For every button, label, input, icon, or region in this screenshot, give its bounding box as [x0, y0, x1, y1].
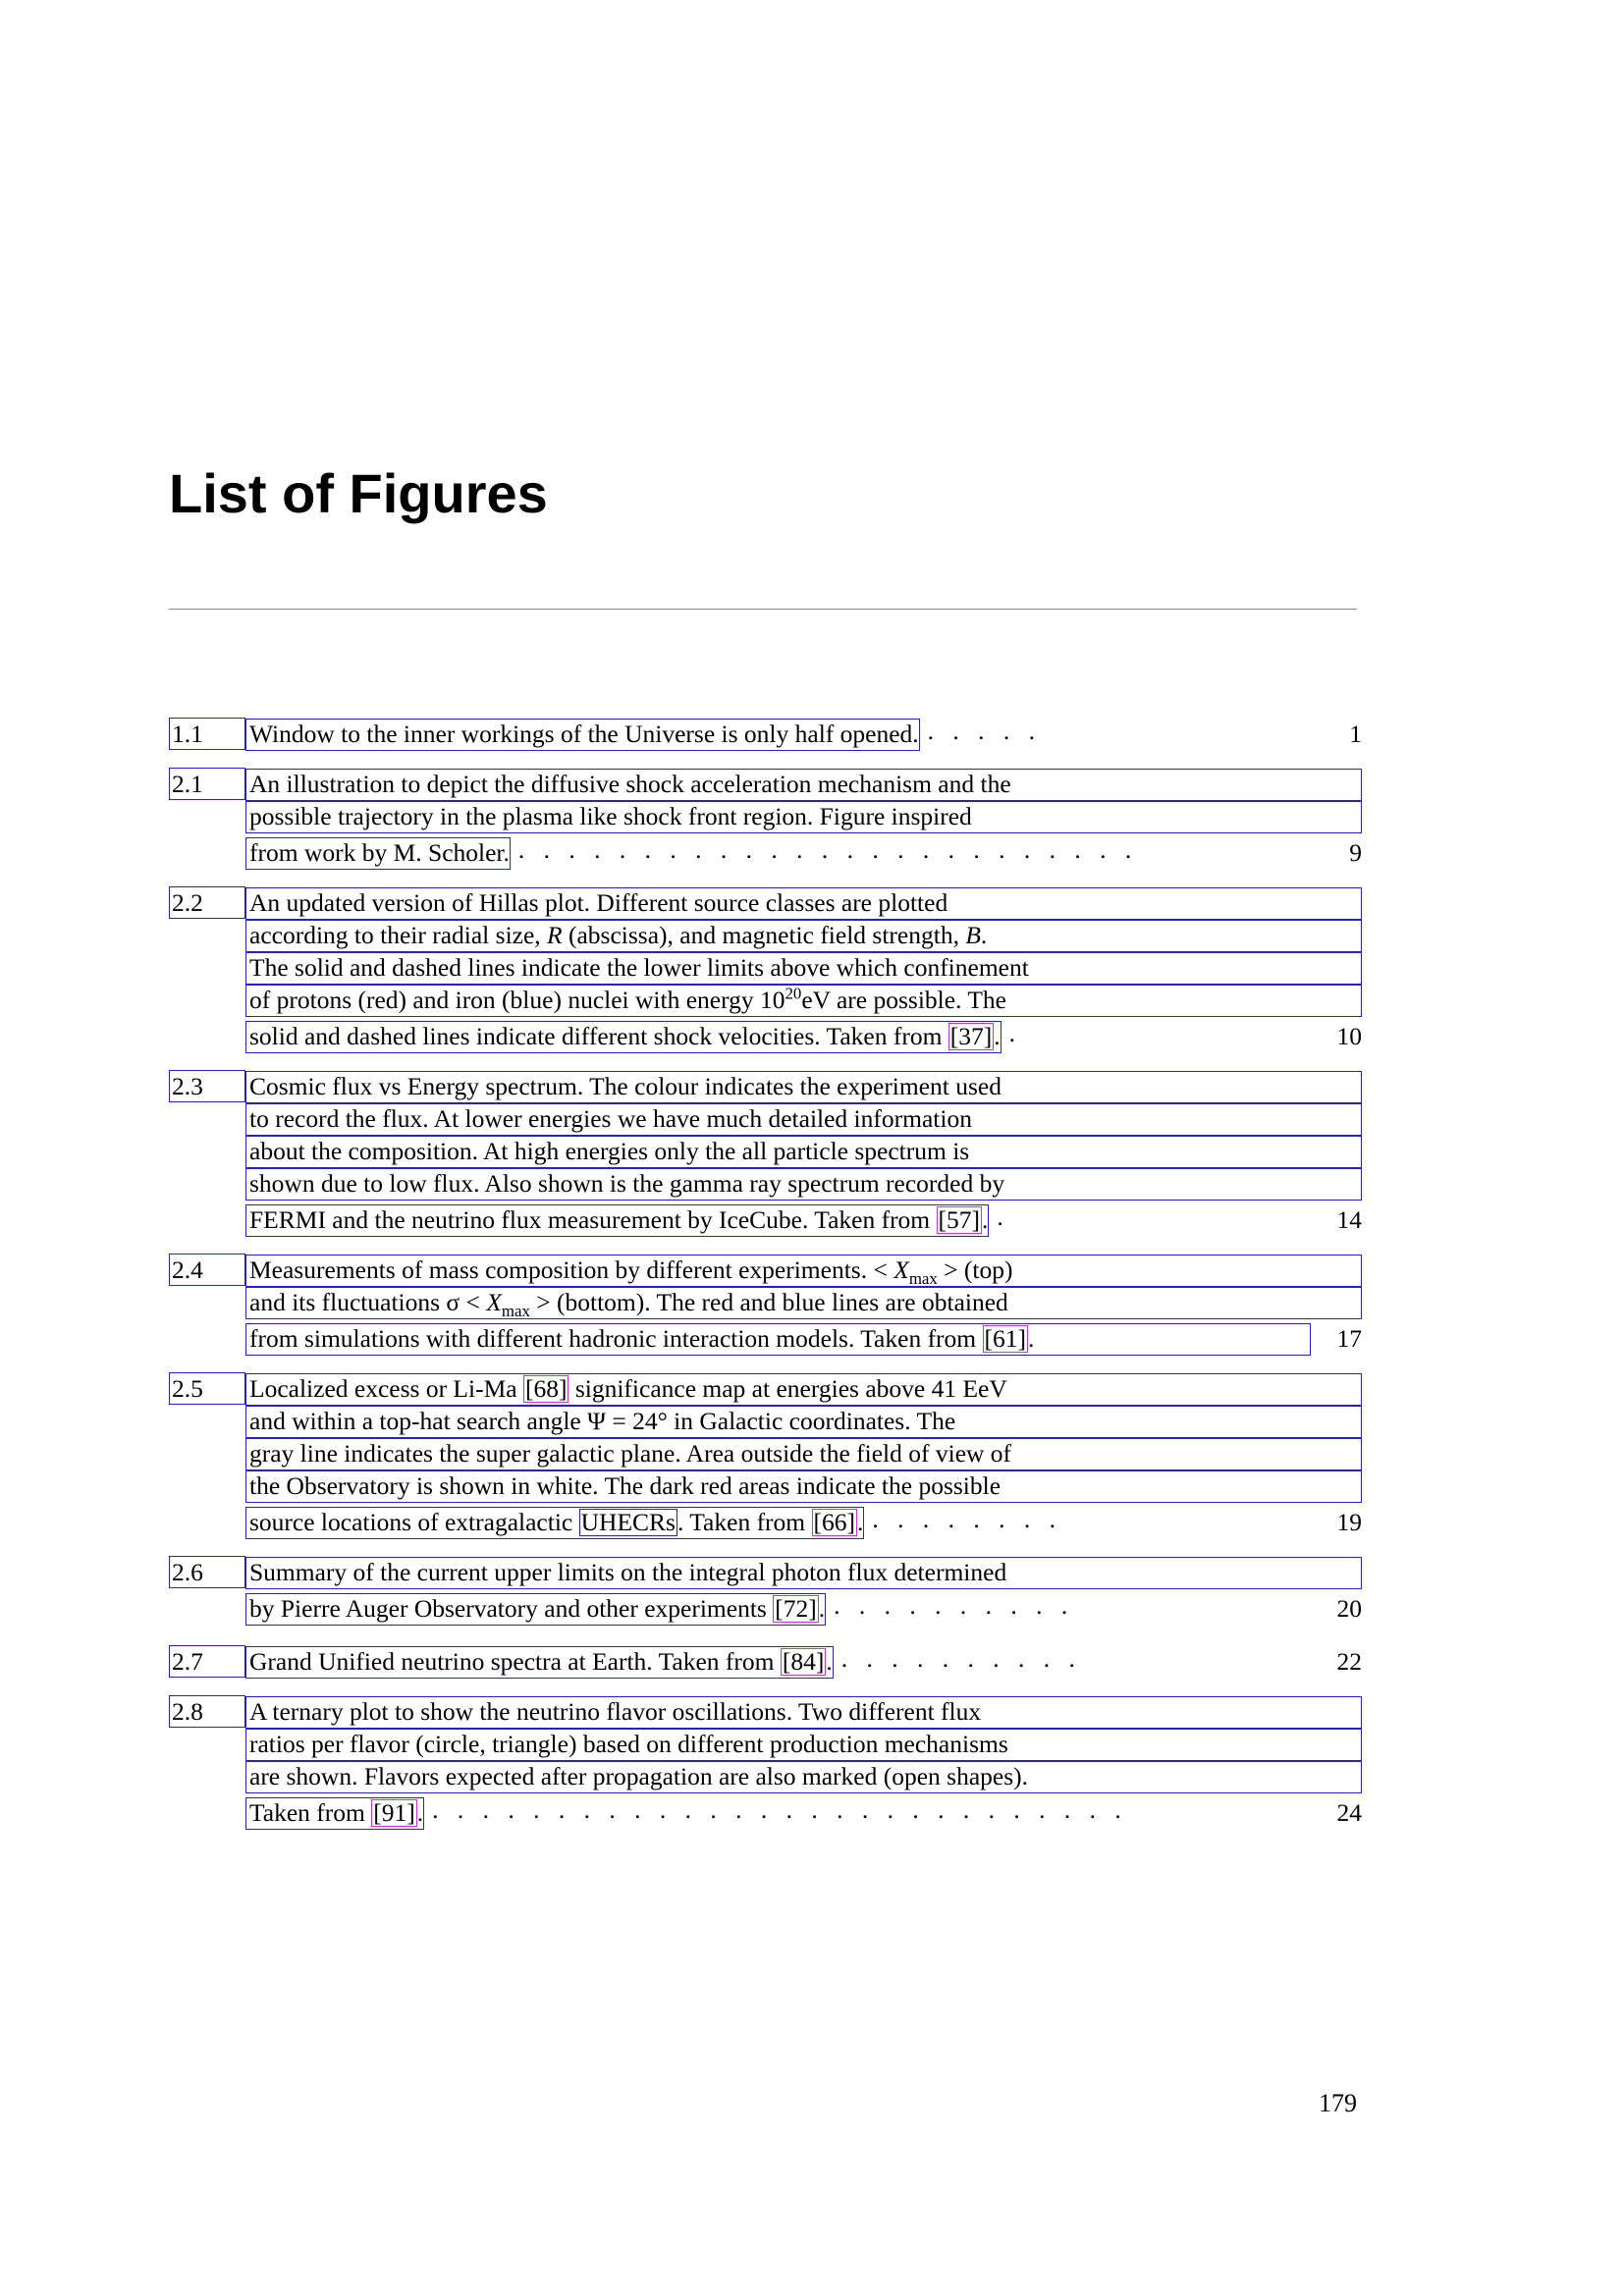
subscript-max: max — [501, 1302, 530, 1321]
page-number[interactable]: 1 — [1349, 720, 1362, 748]
subscript-max: max — [908, 1269, 938, 1289]
list-item[interactable] — [169, 1070, 1362, 1239]
list-item[interactable] — [169, 1254, 1362, 1358]
figure-caption-line[interactable]: An illustration to depict the diffusive shock acceleration mechanism and the — [245, 769, 1362, 801]
caption-text: . — [857, 1508, 864, 1536]
caption-text: . — [826, 1647, 833, 1676]
citation-link[interactable]: [91] — [373, 1798, 415, 1827]
list-item[interactable] — [169, 715, 1362, 753]
page-number[interactable]: 17 — [1336, 1324, 1362, 1353]
caption-text: eV are possible. The — [801, 986, 1006, 1014]
figure-caption-line[interactable]: gray line indicates the super galactic plane. Area outside the field of view of — [245, 1438, 1362, 1470]
figure-number: 1.1 — [169, 718, 245, 750]
figure-number: 2.3 — [169, 1070, 245, 1102]
page-number[interactable]: 22 — [1336, 1647, 1362, 1676]
dot-leader: . . . . . . . . — [872, 1505, 1062, 1533]
glossary-link-uhecrs[interactable]: UHECRs — [580, 1508, 676, 1536]
caption-text: FERMI and the neutrino flux measurement by IceCube. Taken from — [249, 1205, 937, 1234]
figure-caption-line[interactable] — [245, 1373, 1362, 1406]
dot-leader: . . . . . . . . . . . . . . . . . . . . . . . . . . . . — [432, 1795, 1128, 1824]
caption-text: solid and dashed lines indicate different shock velocities. Taken from — [249, 1022, 948, 1050]
caption-text: . — [982, 1205, 989, 1234]
list-item[interactable] — [169, 1642, 1362, 1681]
figure-caption-line[interactable]: An updated version of Hillas plot. Different source classes are plotted — [245, 887, 1362, 920]
citation-link[interactable]: [84] — [782, 1647, 825, 1676]
figure-caption-line[interactable] — [245, 1507, 864, 1539]
dot-leader: . — [1008, 1019, 1022, 1047]
dot-leader: . . . . . . . . . . — [840, 1644, 1082, 1673]
caption-text: Measurements of mass composition by different experiments. < — [249, 1255, 894, 1284]
figure-caption-line[interactable]: possible trajectory in the plasma like shock front region. Figure inspired — [245, 801, 1362, 833]
page-number[interactable]: 19 — [1336, 1508, 1362, 1536]
figure-number: 2.6 — [169, 1556, 245, 1588]
citation-link[interactable]: [57] — [938, 1205, 981, 1234]
figure-caption-line[interactable] — [245, 1204, 989, 1237]
exponent: 20 — [785, 984, 802, 1003]
page-number[interactable]: 10 — [1336, 1022, 1362, 1050]
figure-caption-line[interactable]: and within a top-hat search angle Ψ = 24° in Galactic coordinates. The — [245, 1406, 1362, 1438]
caption-text: significance map at energies above 41 EeV — [568, 1374, 1007, 1403]
list-item[interactable] — [169, 1556, 1362, 1628]
figure-caption-line[interactable] — [245, 1646, 834, 1679]
citation-link[interactable]: [72] — [775, 1594, 817, 1623]
title-divider — [169, 609, 1357, 610]
figure-caption-line[interactable] — [245, 1021, 1001, 1053]
caption-text: (abscissa), and magnetic field strength, — [562, 921, 966, 949]
caption-text: and its fluctuations σ < — [249, 1288, 487, 1316]
list-item[interactable] — [169, 886, 1362, 1055]
page-number[interactable]: 20 — [1336, 1594, 1362, 1623]
list-of-figures — [169, 715, 1362, 1846]
caption-text: . Taken from — [677, 1508, 812, 1536]
list-item[interactable] — [169, 768, 1362, 872]
figure-caption-line[interactable]: A ternary plot to show the neutrino flavor oscillations. Two different flux — [245, 1696, 1362, 1729]
list-item[interactable] — [169, 1372, 1362, 1541]
symbol-X: X — [893, 1255, 909, 1284]
figure-number: 2.1 — [169, 768, 245, 800]
page-number[interactable]: 9 — [1349, 838, 1362, 867]
figure-caption-line[interactable]: The solid and dashed lines indicate the lower limits above which confinement — [245, 952, 1362, 985]
figure-caption-line[interactable]: to record the flux. At lower energies we have much detailed information — [245, 1103, 1362, 1136]
caption-text: source locations of extragalactic — [249, 1508, 579, 1536]
figure-caption-line[interactable] — [245, 1593, 826, 1626]
figure-caption-line[interactable] — [245, 1323, 1311, 1356]
symbol-X: X — [486, 1288, 502, 1316]
dot-leader: . . . . . . . . . . . . . . . . . . . . . . . . . — [517, 835, 1138, 864]
caption-text: Taken from — [249, 1798, 372, 1827]
figure-caption-line[interactable] — [245, 920, 1362, 952]
figure-number: 2.5 — [169, 1372, 245, 1405]
caption-text: . — [994, 1022, 1001, 1050]
figure-number: 2.2 — [169, 886, 245, 919]
figure-caption-line[interactable]: from work by M. Scholer. — [245, 837, 511, 870]
symbol-B: B — [965, 921, 981, 949]
page-number[interactable]: 24 — [1336, 1798, 1362, 1827]
figure-caption-line[interactable]: shown due to low flux. Also shown is the gamma ray spectrum recorded by — [245, 1168, 1362, 1201]
dot-leader: . — [997, 1202, 1010, 1231]
caption-text: according to their radial size, — [249, 921, 548, 949]
caption-text: . — [980, 921, 988, 949]
caption-text: Grand Unified neutrino spectra at Earth. Taken from — [249, 1647, 781, 1676]
caption-text: . — [416, 1798, 424, 1827]
folio-page-number: 179 — [1319, 2089, 1357, 2117]
figure-caption-line[interactable] — [245, 1797, 424, 1830]
caption-text: Localized excess or Li-Ma — [249, 1374, 523, 1403]
figure-caption-line[interactable]: are shown. Flavors expected after propagation are also marked (open shapes). — [245, 1761, 1362, 1793]
figure-caption-line[interactable]: Summary of the current upper limits on the integral photon flux determined — [245, 1557, 1362, 1589]
caption-text: > (top) — [937, 1255, 1013, 1284]
figure-number: 2.7 — [169, 1645, 245, 1678]
caption-text: by Pierre Auger Observatory and other experiments — [249, 1594, 774, 1623]
page-title: List of Figures — [169, 462, 548, 524]
dot-leader: . . . . . — [927, 717, 1042, 745]
figure-caption-line[interactable] — [245, 1287, 1362, 1319]
caption-text: of protons (red) and iron (blue) nuclei with energy 10 — [249, 986, 785, 1014]
figure-caption-line[interactable]: the Observatory is shown in white. The dark red areas indicate the possible — [245, 1470, 1362, 1503]
figure-caption-line[interactable]: Cosmic flux vs Energy spectrum. The colour indicates the experiment used — [245, 1071, 1362, 1103]
citation-link[interactable]: [68] — [524, 1374, 568, 1403]
figure-caption-line[interactable]: ratios per flavor (circle, triangle) based on different production mechanisms — [245, 1729, 1362, 1761]
list-item[interactable] — [169, 1695, 1362, 1832]
caption-text: . — [1028, 1324, 1035, 1353]
figure-caption-line[interactable] — [245, 1255, 1362, 1287]
citation-link[interactable]: [37] — [949, 1022, 993, 1050]
figure-number: 2.4 — [169, 1254, 245, 1286]
dot-leader: . . . . . . . . . . — [834, 1591, 1074, 1620]
figure-number: 2.8 — [169, 1695, 245, 1728]
symbol-R: R — [547, 921, 563, 949]
page-number[interactable]: 14 — [1336, 1205, 1362, 1234]
figure-caption-line[interactable] — [245, 985, 1362, 1017]
figure-caption-line[interactable]: about the composition. At high energies only the all particle spectrum is — [245, 1136, 1362, 1168]
figure-caption[interactable]: Window to the inner workings of the Universe is only half opened. — [245, 719, 920, 751]
citation-link[interactable]: [66] — [813, 1508, 855, 1536]
caption-text: from simulations with different hadronic interaction models. Taken from — [249, 1324, 983, 1353]
caption-text: > (bottom). The red and blue lines are obtained — [529, 1288, 1008, 1316]
citation-link[interactable]: [61] — [984, 1324, 1026, 1353]
caption-text: . — [818, 1594, 826, 1623]
